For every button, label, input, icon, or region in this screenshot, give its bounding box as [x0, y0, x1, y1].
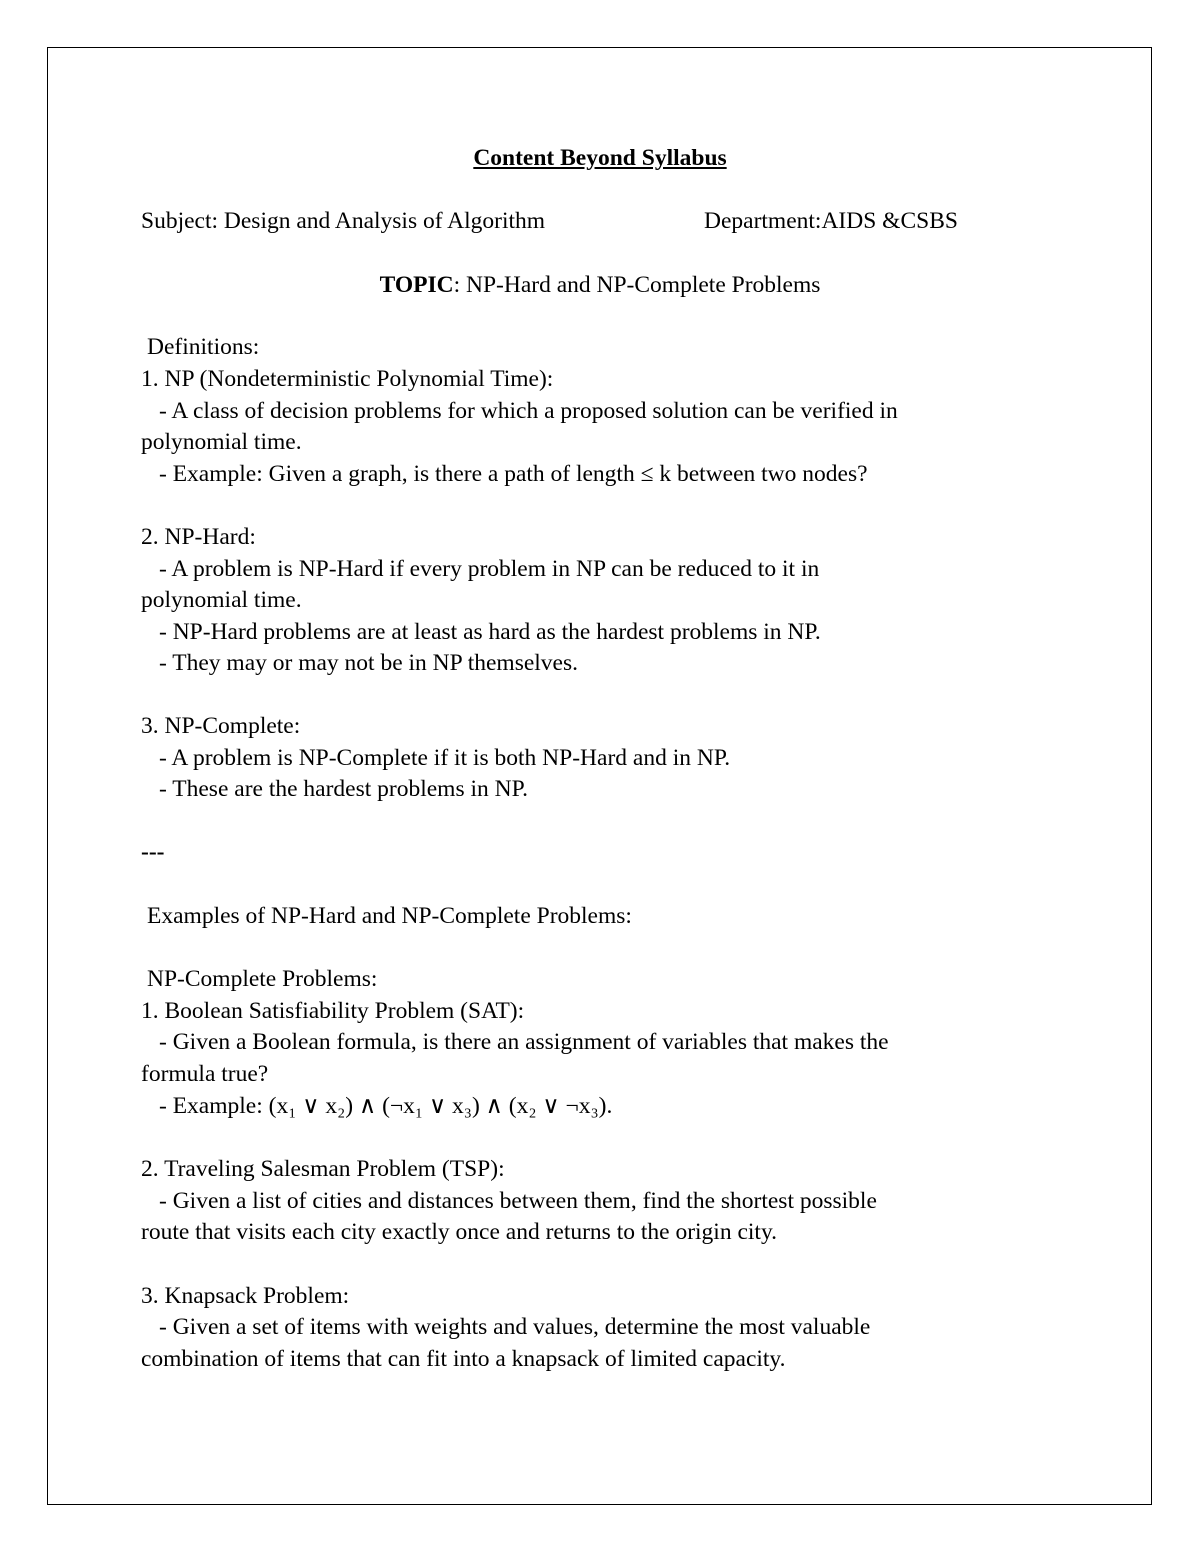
np-complete-line2: - These are the hardest problems in NP.	[159, 776, 528, 802]
np-hard-line2: - NP-Hard problems are at least as hard as the hardest problems in NP.	[159, 619, 821, 645]
subject-line: Subject: Design and Analysis of Algorithm	[141, 208, 546, 234]
np-hard-line3: - They may or may not be in NP themselves.	[159, 650, 579, 676]
np-hard-title: 2. NP-Hard:	[141, 524, 256, 550]
np-complete-problems-heading: NP-Complete Problems:	[147, 966, 378, 992]
examples-heading: Examples of NP-Hard and NP-Complete Problems:	[147, 903, 632, 929]
topic-label: TOPIC	[379, 272, 454, 298]
knapsack-title: 3. Knapsack Problem:	[141, 1283, 350, 1309]
np-complete-title: 3. NP-Complete:	[141, 713, 301, 739]
topic-line	[0, 271, 1200, 299]
department-line: Department:AIDS &CSBS	[704, 208, 958, 234]
np-hard-line1-cont: polynomial time.	[141, 587, 302, 613]
knapsack-line1: - Given a set of items with weights and values, determine the most valuable	[159, 1314, 871, 1340]
tsp-line1-cont: route that visits each city exactly once and returns to the origin city.	[141, 1219, 778, 1245]
sat-line1-cont: formula true?	[141, 1061, 269, 1087]
topic-text: : NP-Hard and NP-Complete Problems	[453, 272, 821, 298]
np-complete-line1: - A problem is NP-Complete if it is both NP-Hard and in NP.	[159, 745, 731, 771]
separator: ---	[141, 839, 165, 865]
np-hard-line1: - A problem is NP-Hard if every problem in NP can be reduced to it in	[159, 556, 820, 582]
np-line1: - A class of decision problems for which a proposed solution can be verified in	[159, 398, 898, 424]
np-line2: - Example: Given a graph, is there a path of length ≤ k between two nodes?	[159, 461, 868, 487]
document-title: Content Beyond Syllabus	[473, 145, 727, 171]
knapsack-line1-cont: combination of items that can fit into a knapsack of limited capacity.	[141, 1346, 786, 1372]
np-title: 1. NP (Nondeterministic Polynomial Time):	[141, 366, 554, 392]
np-line1-cont: polynomial time.	[141, 429, 302, 455]
sat-line1: - Given a Boolean formula, is there an assignment of variables that makes the	[159, 1029, 889, 1055]
tsp-line1: - Given a list of cities and distances between them, find the shortest possible	[159, 1188, 877, 1214]
definitions-heading: Definitions:	[147, 334, 260, 360]
sat-line2: - Example: (x₁ ∨ x₂) ∧ (¬x₁ ∨ x₃) ∧ (x₂ ∨ ¬x₃).	[159, 1093, 613, 1119]
tsp-title: 2. Traveling Salesman Problem (TSP):	[141, 1156, 505, 1182]
sat-title: 1. Boolean Satisfiability Problem (SAT):	[141, 998, 525, 1024]
